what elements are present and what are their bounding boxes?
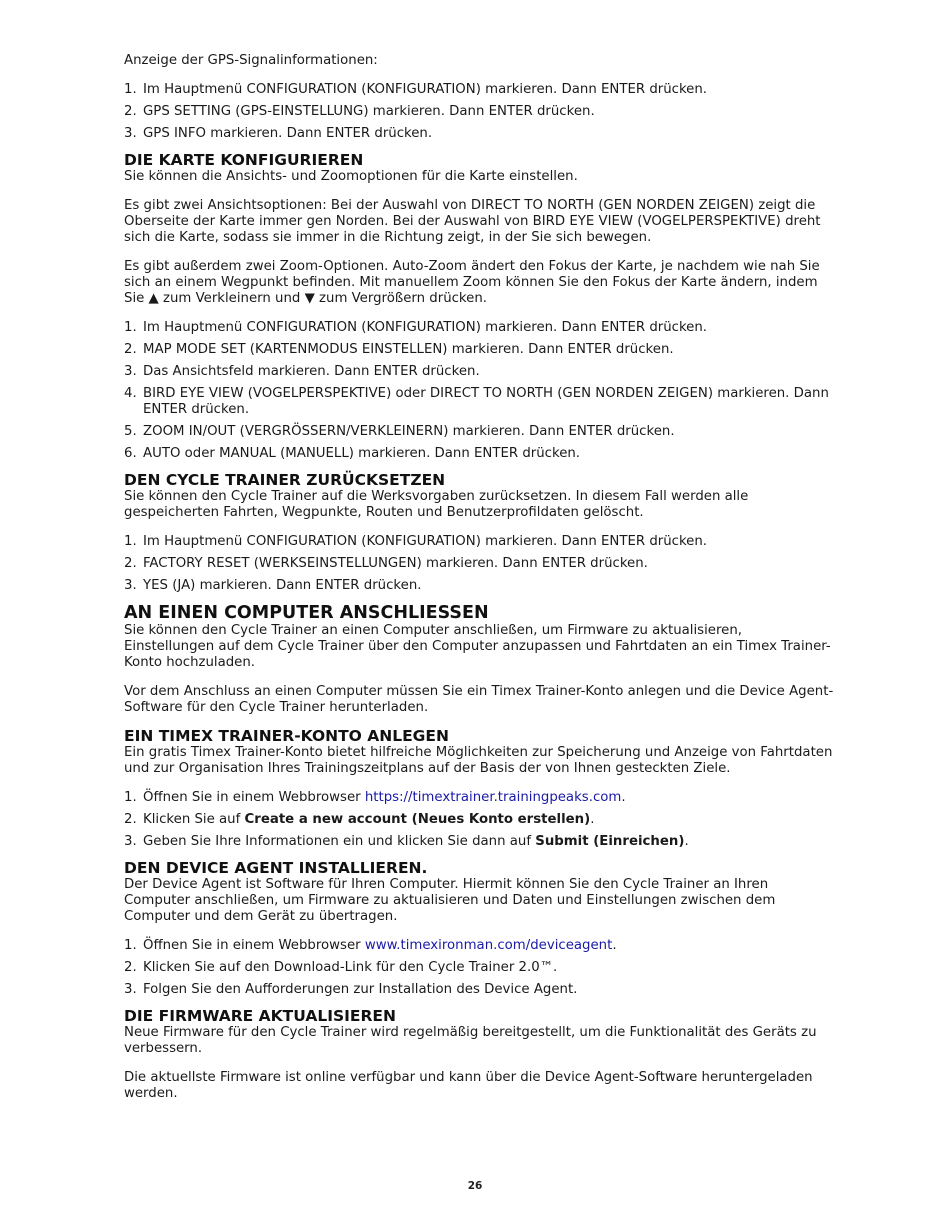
list-item: 1. Öffnen Sie in einem Webbrowser https://timextrainer.trainingpeaks.com. bbox=[124, 790, 626, 805]
list-item-text: Im Hauptmenü CONFIGURATION (KONFIGURATION) markieren. Dann ENTER drücken. bbox=[143, 82, 708, 97]
konto-paragraph: Ein gratis Timex Trainer-Konto bietet hilfreiche Möglichkeiten zur Speicherung und Anzeige von Fahrtdaten und zur Organisation Ihres Trainingszeitplans auf der Basis der von Ihnen gesteckten Ziele. bbox=[124, 745, 833, 776]
list-item-text: GPS SETTING (GPS-EINSTELLUNG) markieren. Dann ENTER drücken. bbox=[143, 104, 595, 119]
trainingpeaks-link[interactable]: https://timextrainer.trainingpeaks.com bbox=[364, 790, 622, 805]
reset-paragraph: Sie können den Cycle Trainer auf die Werksvorgaben zurücksetzen. In diesem Fall werden alle gespeicherten Fahrten, Wegpunkte, Routen und Benutzerprofildaten gelöscht. bbox=[124, 489, 749, 520]
list-item-text: GPS INFO markieren. Dann ENTER drücken. bbox=[143, 126, 433, 141]
create-account-label: Create a new account (Neues Konto erstellen) bbox=[244, 812, 591, 827]
firmware-paragraph: Neue Firmware für den Cycle Trainer wird regelmäßig bereitgestellt, um die Funktionalität des Geräts zu verbessern. bbox=[124, 1025, 817, 1056]
gps-info-steps bbox=[124, 82, 836, 142]
list-item-text: ZOOM IN/OUT (VERGRÖSSERN/VERKLEINERN) markieren. Dann ENTER drücken. bbox=[143, 424, 675, 439]
gps-info-intro: Anzeige der GPS-Signalinformationen: bbox=[124, 53, 378, 68]
list-item: 3. Folgen Sie den Aufforderungen zur Installation des Device Agent. bbox=[124, 982, 836, 998]
list-item: 2. MAP MODE SET (KARTENMODUS EINSTELLEN) markieren. Dann ENTER drücken. bbox=[124, 342, 836, 358]
karte-paragraph: Es gibt außerdem zwei Zoom-Optionen. Auto-Zoom ändert den Fokus der Karte, je nachdem wie nah Sie sich an einem Wegpunkt befinden. Mit manuellem Zoom können Sie den Fokus der Karte ändern, indem Sie ▲ zum Verkleinern und ▼ zum Vergrößern drücken. bbox=[124, 259, 820, 306]
list-item: 6. AUTO oder MANUAL (MANUELL) markieren. Dann ENTER drücken. bbox=[124, 446, 836, 462]
list-item: 1. Öffnen Sie in einem Webbrowser www.timexironman.com/deviceagent. bbox=[124, 938, 617, 953]
list-item: 2. Klicken Sie auf den Download-Link für den Cycle Trainer 2.0™. bbox=[124, 960, 836, 976]
karte-paragraph: Es gibt zwei Ansichtsoptionen: Bei der Auswahl von DIRECT TO NORTH (GEN NORDEN ZEIGEN) zeigt die Oberseite der Karte immer gen Norden. Bei der Auswahl von BIRD EYE VIEW (VOGELPERSPEKTIVE) dreht sich die Karte, sodass sie immer in die Richtung zeigt, in der Sie sich bewegen. bbox=[124, 198, 821, 245]
agent-steps bbox=[124, 938, 836, 998]
karte-steps bbox=[124, 320, 836, 462]
section-heading-karte: DIE KARTE KONFIGURIEREN bbox=[124, 151, 364, 169]
list-item: 5. ZOOM IN/OUT (VERGRÖSSERN/VERKLEINERN) markieren. Dann ENTER drücken. bbox=[124, 424, 836, 440]
agent-paragraph: Der Device Agent ist Software für Ihren Computer. Hiermit können Sie den Cycle Trainer an Ihren Computer anschließen, um Firmware zu aktualisieren und Daten und Einstellungen zwischen dem Computer und dem Gerät zu übertragen. bbox=[124, 877, 776, 924]
list-item-text: Im Hauptmenü CONFIGURATION (KONFIGURATION) markieren. Dann ENTER drücken. bbox=[143, 320, 708, 335]
list-item-text: AUTO oder MANUAL (MANUELL) markieren. Dann ENTER drücken. bbox=[143, 446, 581, 461]
section-heading-konto: EIN TIMEX TRAINER-KONTO ANLEGEN bbox=[124, 727, 449, 745]
karte-paragraph: Sie können die Ansichts- und Zoomoptionen für die Karte einstellen. bbox=[124, 169, 578, 184]
section-heading-computer: AN EINEN COMPUTER ANSCHLIESSEN bbox=[124, 603, 489, 623]
konto-steps bbox=[124, 790, 836, 850]
section-heading-agent: DEN DEVICE AGENT INSTALLIEREN. bbox=[124, 859, 428, 877]
list-item-text: Folgen Sie den Aufforderungen zur Installation des Device Agent. bbox=[143, 982, 578, 997]
list-item-text: Im Hauptmenü CONFIGURATION (KONFIGURATION) markieren. Dann ENTER drücken. bbox=[143, 534, 708, 549]
list-item-text: BIRD EYE VIEW (VOGELPERSPEKTIVE) oder DIRECT TO NORTH (GEN NORDEN ZEIGEN) markieren. Dann ENTER drücken. bbox=[143, 386, 829, 417]
manual-page bbox=[124, 53, 836, 1115]
list-item-text: FACTORY RESET (WERKSEINSTELLUNGEN) markieren. Dann ENTER drücken. bbox=[143, 556, 648, 571]
list-item: 1. Im Hauptmenü CONFIGURATION (KONFIGURATION) markieren. Dann ENTER drücken. bbox=[124, 534, 836, 550]
list-item-text: Das Ansichtsfeld markieren. Dann ENTER drücken. bbox=[143, 364, 480, 379]
list-item: 3. GPS INFO markieren. Dann ENTER drücken. bbox=[124, 126, 836, 142]
list-item-text: YES (JA) markieren. Dann ENTER drücken. bbox=[143, 578, 422, 593]
firmware-paragraph: Die aktuellste Firmware ist online verfügbar und kann über die Device Agent-Software heruntergeladen werden. bbox=[124, 1070, 813, 1101]
list-item: 3. Das Ansichtsfeld markieren. Dann ENTER drücken. bbox=[124, 364, 836, 380]
list-item: 1. Im Hauptmenü CONFIGURATION (KONFIGURATION) markieren. Dann ENTER drücken. bbox=[124, 82, 836, 98]
list-item: 1. Im Hauptmenü CONFIGURATION (KONFIGURATION) markieren. Dann ENTER drücken. bbox=[124, 320, 836, 336]
list-item: 2. FACTORY RESET (WERKSEINSTELLUNGEN) markieren. Dann ENTER drücken. bbox=[124, 556, 836, 572]
list-item: 2. GPS SETTING (GPS-EINSTELLUNG) markieren. Dann ENTER drücken. bbox=[124, 104, 836, 120]
list-item-text: Klicken Sie auf den Download-Link für den Cycle Trainer 2.0™. bbox=[143, 960, 558, 975]
list-item: 4. BIRD EYE VIEW (VOGELPERSPEKTIVE) oder DIRECT TO NORTH (GEN NORDEN ZEIGEN) markieren. Dann ENTER drücken. bbox=[124, 386, 836, 418]
page-number: 26 bbox=[467, 1180, 483, 1192]
list-item-text: MAP MODE SET (KARTENMODUS EINSTELLEN) markieren. Dann ENTER drücken. bbox=[143, 342, 674, 357]
reset-steps bbox=[124, 534, 836, 594]
computer-paragraph: Sie können den Cycle Trainer an einen Computer anschließen, um Firmware zu aktualisieren, Einstellungen auf dem Cycle Trainer über den Computer anzupassen und Fahrtdaten an ein Timex Trainer-Konto hochzuladen. bbox=[124, 623, 831, 670]
section-heading-firmware: DIE FIRMWARE AKTUALISIEREN bbox=[124, 1007, 396, 1025]
computer-paragraph: Vor dem Anschluss an einen Computer müssen Sie ein Timex Trainer-Konto anlegen und die Device Agent-Software für den Cycle Trainer herunterladen. bbox=[124, 684, 834, 715]
list-item: 3. Geben Sie Ihre Informationen ein und klicken Sie dann auf Submit (Einreichen). bbox=[124, 834, 689, 849]
list-item: 3. YES (JA) markieren. Dann ENTER drücken. bbox=[124, 578, 836, 594]
submit-label: Submit (Einreichen) bbox=[535, 834, 685, 849]
list-item: 2. Klicken Sie auf Create a new account (Neues Konto erstellen). bbox=[124, 812, 595, 827]
deviceagent-link[interactable]: www.timexironman.com/deviceagent bbox=[364, 938, 613, 953]
section-heading-reset: DEN CYCLE TRAINER ZURÜCKSETZEN bbox=[124, 471, 446, 489]
